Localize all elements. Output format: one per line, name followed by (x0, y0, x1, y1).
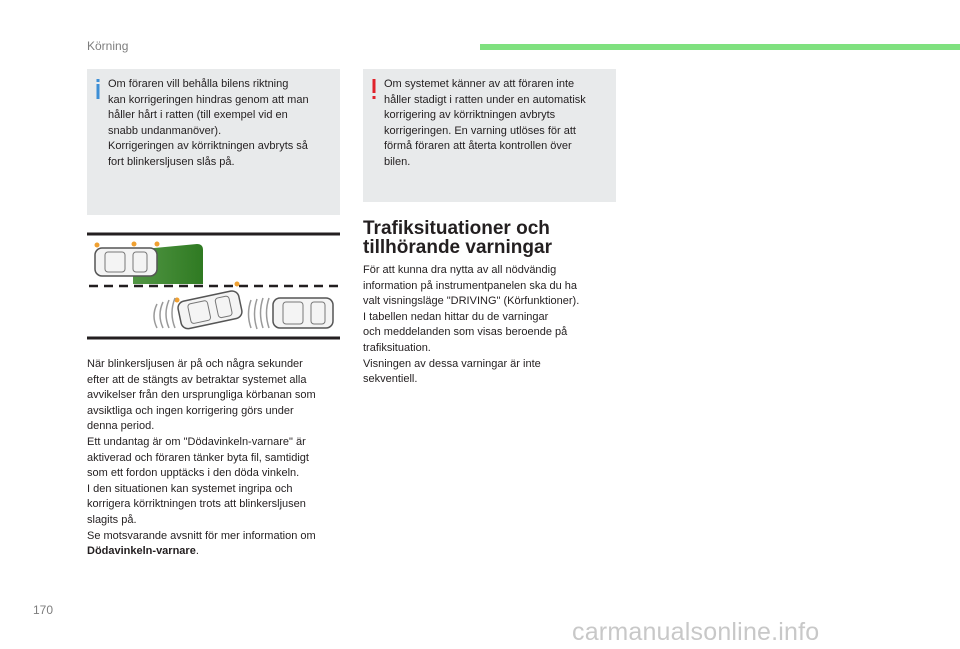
reference-line (87, 544, 342, 560)
blind-spot-link[interactable]: Dödavinkeln-varnare (87, 545, 196, 558)
body-line: som ett fordon upptäcks i den döda vinkeln. (87, 467, 300, 480)
sensor-dot (235, 282, 240, 287)
warning-box (363, 69, 616, 202)
sensor-dot (132, 242, 137, 247)
body-line: I den situationen kan systemet ingripa och (87, 482, 293, 495)
warning-box-text (384, 77, 610, 171)
warning-icon (371, 79, 377, 99)
body-line: När blinkersljusen är på och några sekunder (87, 358, 303, 370)
body-line: information på instrumentpanelen ska du ha (363, 279, 578, 292)
body-line: korrigera körriktningen trots att blinkersljusen (87, 498, 306, 511)
info-icon (95, 79, 101, 99)
body-line: efter att de stängts av betraktar systemet alla (87, 373, 307, 386)
info-line: snabb undanmanöver). (108, 124, 222, 137)
body-line: sekventiell. (363, 373, 418, 386)
heading-line: Trafiksituationer och (363, 218, 550, 239)
warning-line: håller stadigt i ratten under en automatisk (384, 93, 586, 106)
info-line: håller hårt i ratten (till exempel vid en (108, 109, 288, 122)
body-line: Visningen av dessa varningar är inte (363, 357, 541, 370)
info-line: Om föraren vill behålla bilens riktning (108, 78, 289, 90)
page-number: 170 (33, 603, 54, 617)
body-line: slagits på. (87, 513, 137, 526)
body-line: För att kunna dra nytta av all nödvändig (363, 264, 557, 276)
host-car (177, 290, 243, 330)
body-line: avvikelser från den ursprungliga körbanan som (87, 389, 316, 402)
sensor-dot (95, 243, 100, 248)
warning-line: bilen. (384, 155, 411, 168)
sensor-dot (155, 242, 160, 247)
warning-line: Om systemet känner av att föraren inte (384, 78, 575, 90)
watermark: carmanualsonline.info (572, 618, 820, 646)
trajectory-trail-left (154, 298, 175, 328)
info-line: kan korrigeringen hindras genom att man (108, 93, 309, 106)
corrected-car (273, 298, 333, 328)
section-label: Körning (87, 39, 129, 53)
body-line: och meddelanden som visas beroende på (363, 326, 568, 339)
warning-line: korrigeringen. En varning utlöses för att (384, 124, 576, 137)
lane-change-illustration (87, 232, 340, 340)
detected-car (95, 248, 157, 276)
info-line: fort blinkersljusen slås på. (108, 155, 235, 168)
body-line: I tabellen nedan hittar du de varningar (363, 310, 549, 323)
warning-line: korrigering av körriktningen avbryts (384, 109, 556, 122)
info-box (87, 69, 340, 215)
body-line: denna period. (87, 420, 155, 433)
body-line: Ett undantag är om "Dödavinkeln-varnare" är (87, 435, 306, 448)
section-accent-bar (480, 44, 960, 50)
reference-suffix: . (195, 545, 199, 558)
body-line: aktiverad och föraren tänker byta fil, samtidigt (87, 451, 309, 464)
heading-line: tillhörande varningar (363, 237, 552, 258)
section-heading (363, 219, 603, 257)
body-line: valt visningsläge "DRIVING" (Körfunktioner). (363, 295, 580, 308)
left-body-text (87, 357, 342, 560)
body-line: trafiksituation. (363, 341, 431, 354)
warning-line: förmå föraren att återta kontrollen över (384, 140, 572, 153)
right-body-text (363, 263, 608, 388)
body-line: Se motsvarande avsnitt för mer information om (87, 529, 316, 542)
trajectory-trail-right (249, 298, 270, 329)
info-line: Korrigeringen av körriktningen avbryts så (108, 140, 308, 153)
info-box-text (108, 77, 334, 171)
body-line: avsiktliga och ingen korrigering görs under (87, 404, 294, 417)
